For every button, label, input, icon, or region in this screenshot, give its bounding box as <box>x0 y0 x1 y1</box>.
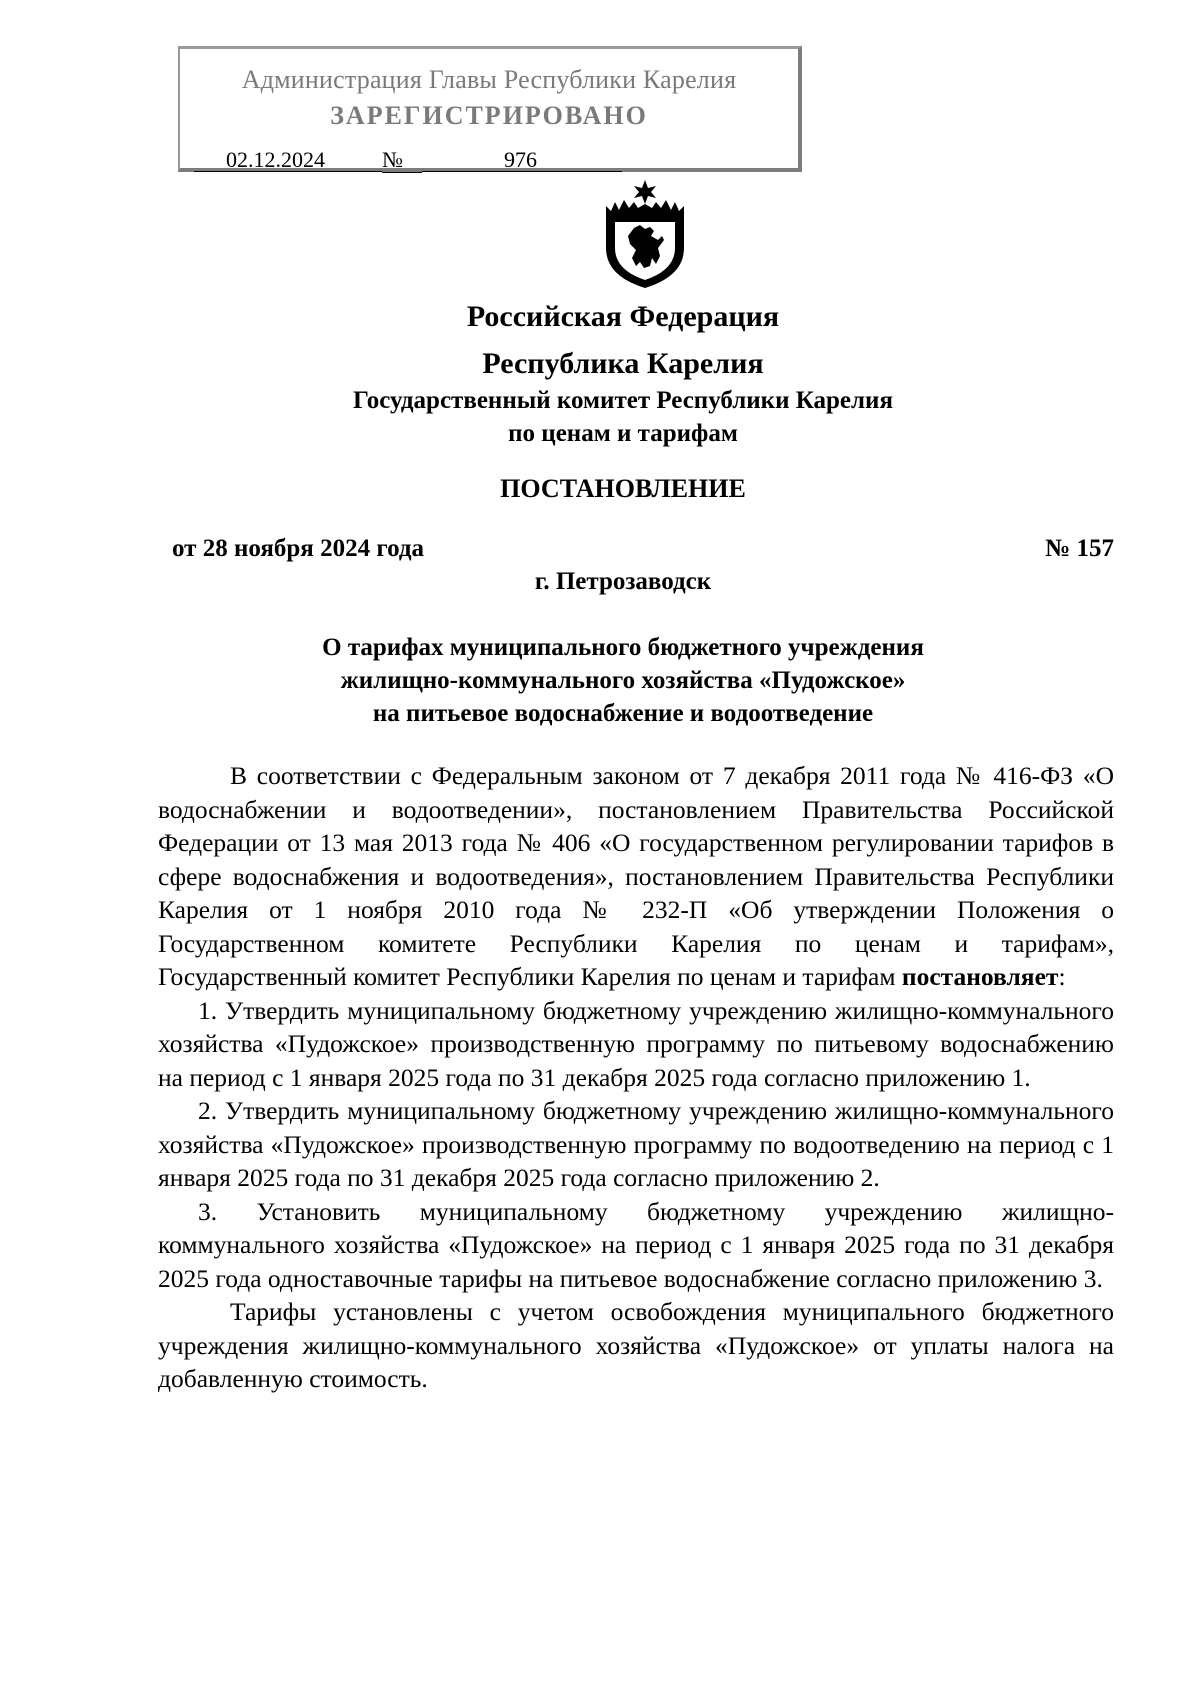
document-body <box>158 759 1114 1396</box>
committee-heading-line1: Государственный комитет Республики Карелия <box>353 387 893 414</box>
resolution-item-3: 3. Установить муниципальному бюджетному учреждению жилищно-коммунального хозяйства «Пудожское» на период с 1 января 2025 года по 31 декабря 2025 года одноставочные тарифы на питьевое водоснабжение согласно приложению 3. <box>158 1196 1114 1293</box>
title-line: О тарифах муниципального бюджетного учреждения <box>322 634 924 661</box>
resolution-item-2: 2. Утвердить муниципальному бюджетному учреждению жилищно-коммунального хозяйства «Пудожское» производственную программу по водоотведению на период с 1 января 2025 года по 31 декабря 2025 года согласно приложению 2. <box>158 1096 1114 1192</box>
document-title <box>0 631 1200 730</box>
document-type: ПОСТАНОВЛЕНИЕ <box>500 474 746 503</box>
document-city: г. Петрозаводск <box>534 568 712 595</box>
tax-note-paragraph: Тарифы установлены с учетом освобождения муниципального бюджетного учреждения жилищно-коммунального хозяйства «Пудожское» от уплаты налога на добавленную стоимость. <box>158 1297 1114 1393</box>
title-line: на питьевое водоснабжение и водоотведение <box>372 700 874 727</box>
stamp-number-sign: № <box>382 147 422 173</box>
decree-word: постановляет <box>901 962 1059 991</box>
stamp-date: 02.12.2024 <box>194 147 382 172</box>
preamble-paragraph <box>158 759 1114 994</box>
title-line: жилищно-коммунального хозяйства «Пудожское» <box>340 667 906 694</box>
resolution-item-1: 1. Утвердить муниципальному бюджетному учреждению жилищно-коммунального хозяйства «Пудожское» производственную программу по питьевому водоснабжению на период с 1 января 2025 года по 31 декабря 2025 года согласно приложению 1. <box>158 995 1114 1092</box>
preamble-text: В соответствии с Федеральным законом от 7 декабря 2011 года № 416-ФЗ «О водоснабжении и водоотведении», постановлением Правительства Российской Федерации от 13 мая 2013 года № 406 «О государственном регулировании тарифов в сфере водоснабжения и водоотведения», постановлением Правительства Республики Карелия от 1 ноября 2010 года № 232-П «Об утверждении Положения о Государственном комитете Республики Карелия по ценам и тарифам», Государственный комитет Республики Карелия по ценам и тарифам <box>158 761 1114 991</box>
country-heading: Российская Федерация <box>466 300 780 333</box>
stamp-number: 976 <box>422 147 622 172</box>
republic-heading: Республика Карелия <box>482 347 764 380</box>
stamp-registered: ЗАРЕГИСТРИРОВАНО <box>330 101 648 130</box>
stamp-administration: Администрация Главы Республики Карелия <box>241 65 737 94</box>
committee-heading-line2: по ценам и тарифам <box>508 420 738 447</box>
decree-colon: : <box>1058 962 1066 991</box>
stamp-registration-line <box>194 147 778 175</box>
karelia-coat-of-arms-icon <box>598 178 692 290</box>
document-number: № 157 <box>1045 535 1114 562</box>
registration-stamp <box>178 46 802 172</box>
document-date: от 28 ноября 2024 года <box>172 535 424 562</box>
